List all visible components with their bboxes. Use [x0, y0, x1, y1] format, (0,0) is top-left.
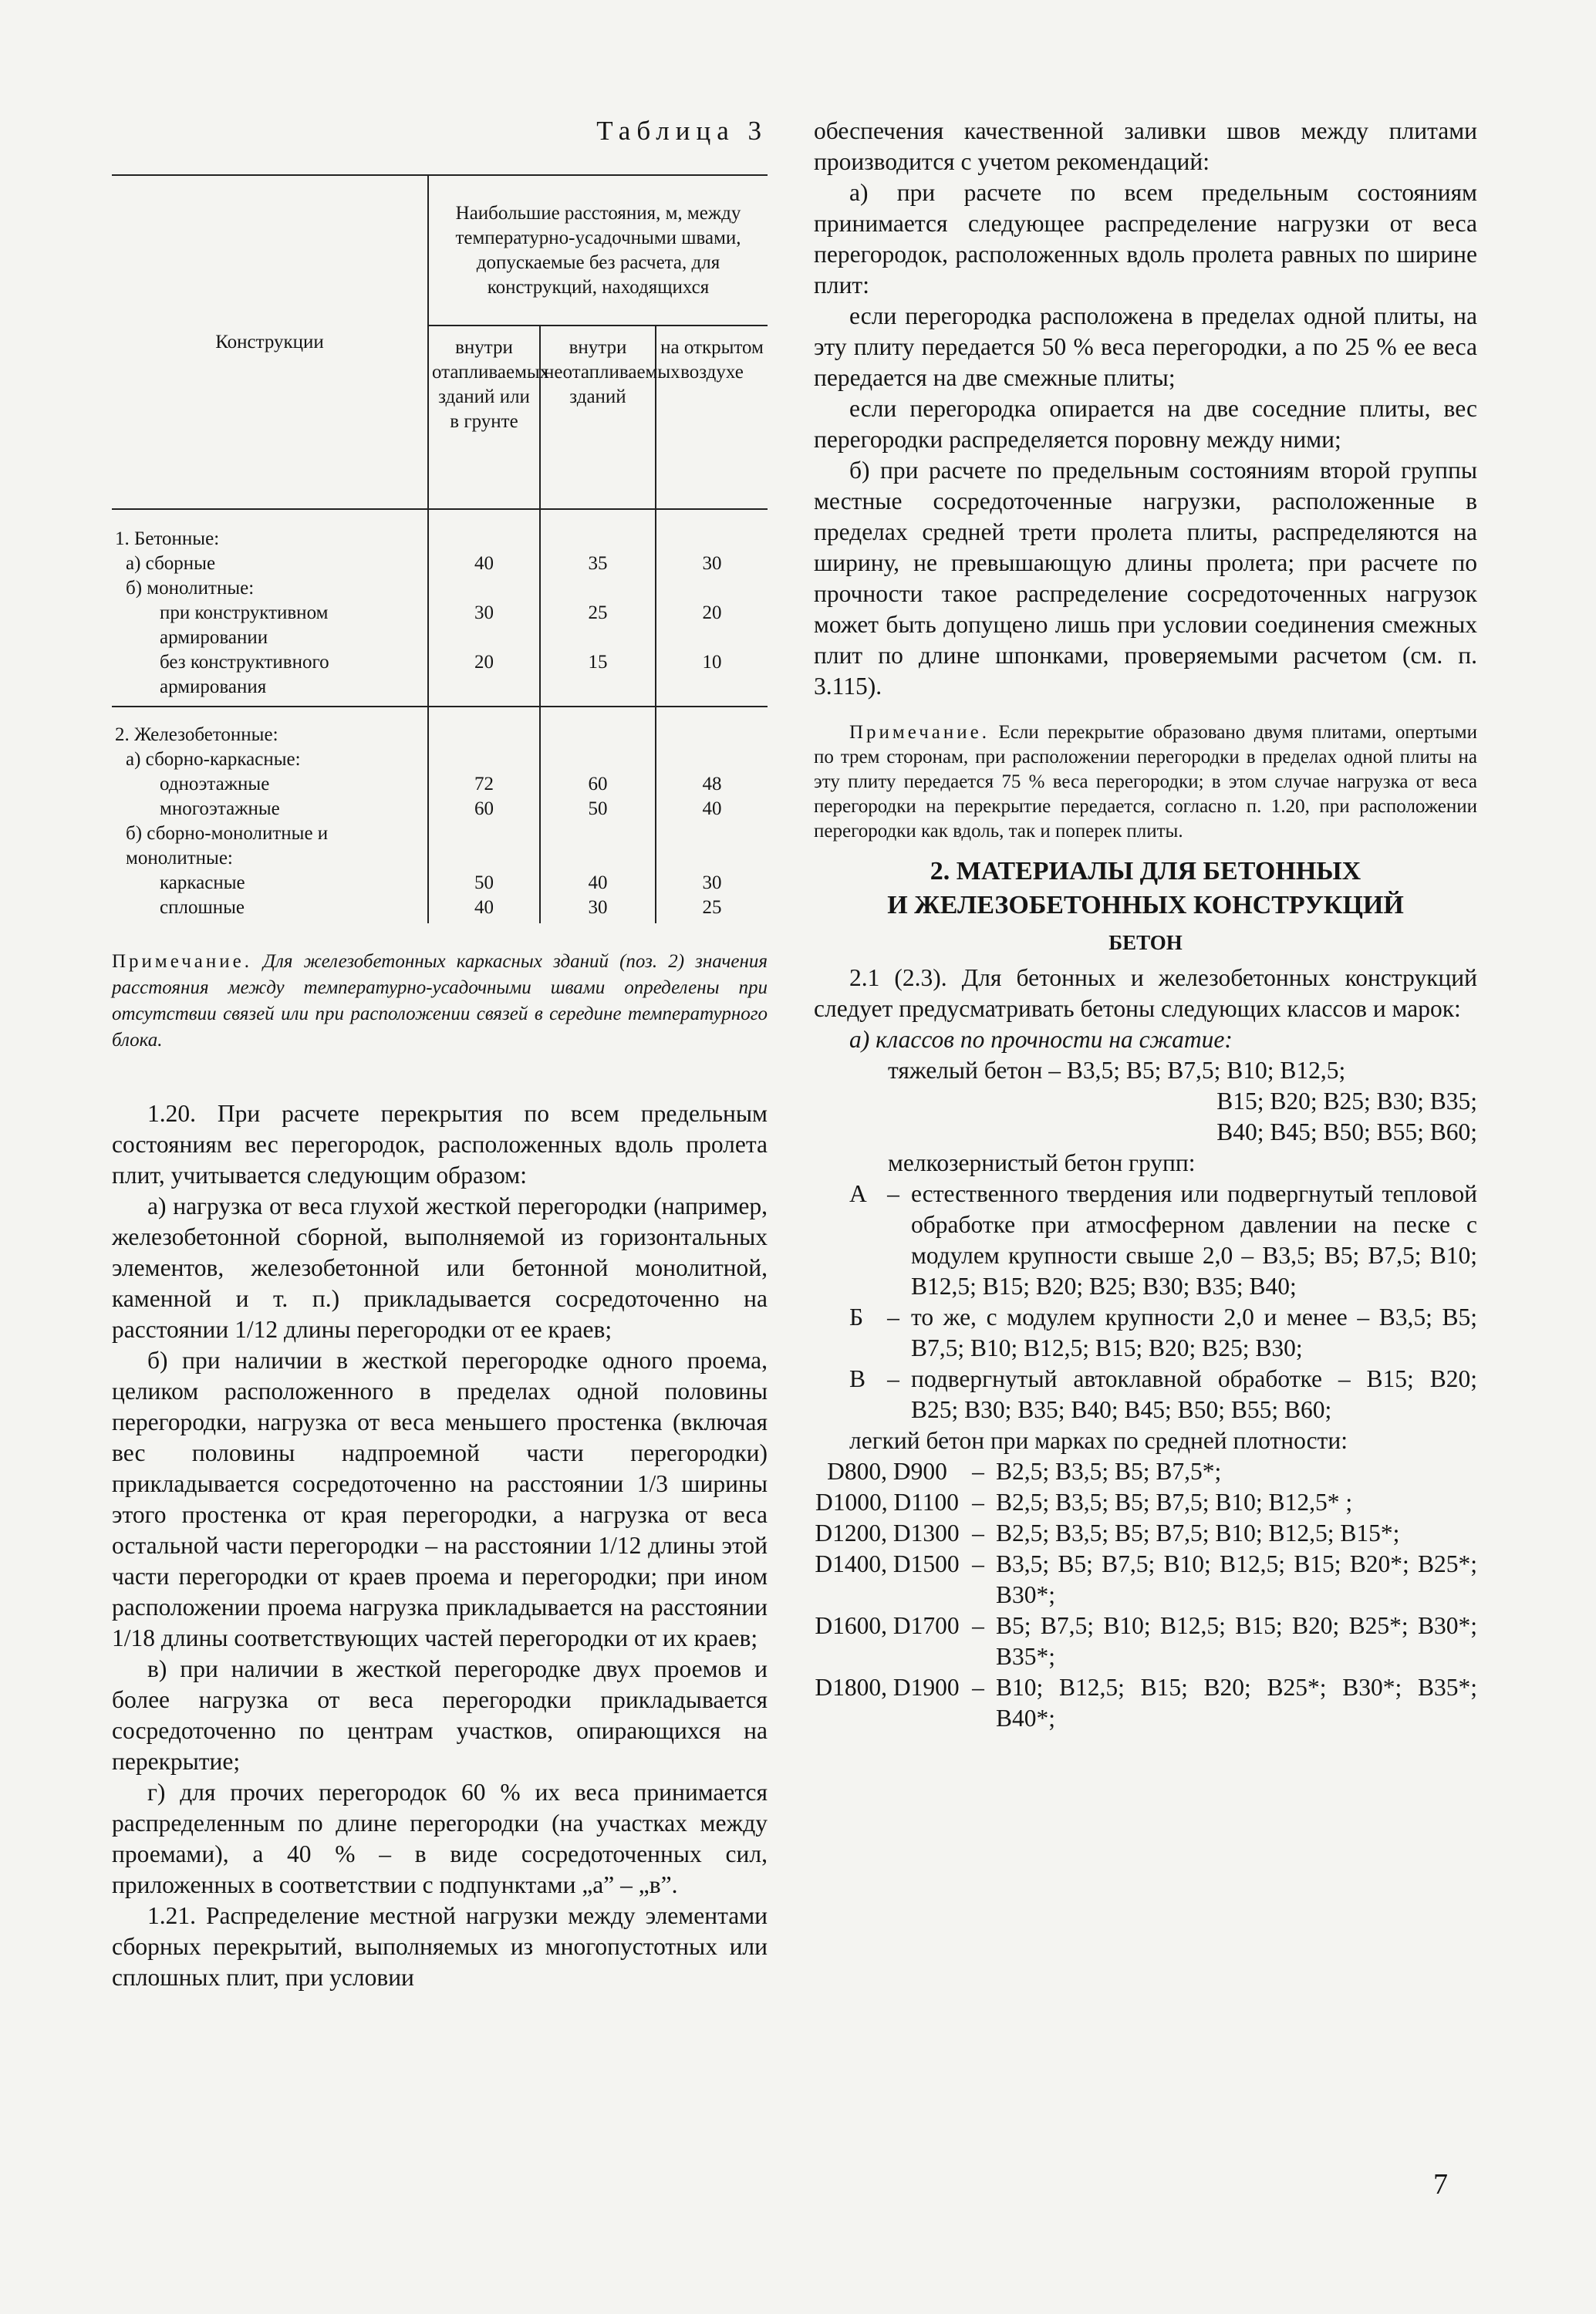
cell-value: 40: [588, 872, 608, 893]
dash: –: [887, 1304, 899, 1331]
dash: –: [887, 1365, 899, 1392]
class-list: B2,5; B3,5; B5; B7,5; B10; B12,5* ;: [996, 1489, 1353, 1516]
row-label: без конструктивного армирования: [160, 652, 329, 697]
cell-value: 72: [474, 774, 494, 794]
table-caption: Таблица 3: [596, 116, 768, 146]
class-list: B2,5; B3,5; B5; B7,5*;: [996, 1458, 1222, 1485]
table-row-group-2: [112, 707, 768, 923]
table-3: [112, 174, 768, 923]
light-row: [814, 1456, 1477, 1487]
cell-value: 40: [474, 553, 494, 574]
density-grade: D1000, D1100: [815, 1489, 960, 1516]
header-group: Наибольшие расстояния, м, между температурно-усадочными швами, допускаемые без расчета, для конструкций, находящихся: [428, 175, 768, 326]
section-title: [814, 855, 1477, 923]
cell-value: 30: [702, 872, 722, 893]
row-label: многоэтажные: [160, 798, 280, 819]
row-label: при конструктивном армировании: [160, 602, 329, 648]
cell-value: 15: [588, 652, 608, 673]
header-construction: Конструкции: [112, 175, 428, 509]
dash: –: [887, 1180, 899, 1207]
heavy-concrete-line-1: тяжелый бетон – B3,5; B5; B7,5; B10; B12,5;: [888, 1057, 1346, 1084]
density-grade: D1800, D1900: [815, 1674, 960, 1701]
cell-value: 30: [474, 602, 494, 623]
row-label: б) сборно-монолитные и монолитные:: [126, 823, 329, 869]
section-title-line-2: И ЖЕЛЕЗОБЕТОННЫХ КОНСТРУКЦИЙ: [887, 891, 1404, 919]
class-list: B5; B7,5; B10; B12,5; B15; B20; B25*; B30*; B35*;: [996, 1612, 1477, 1670]
group-1-labels: [112, 509, 428, 707]
clause-1-20-a: а) нагрузка от веса глухой жесткой перегородки (например, железобетонной сборной, выполняемой из горизонтальных элементов, железобетонной или бетонной монолитной, каменной и т. п.) прикладывается сосредоточенно на расстоянии 1/12 длины перегородки от ее краев;: [112, 1192, 768, 1343]
table-note: [112, 949, 768, 1054]
light-row: [814, 1611, 1477, 1672]
note-head: Примечание.: [112, 951, 253, 972]
section-title-line-1: 2. МАТЕРИАЛЫ ДЛЯ БЕТОННЫХ: [930, 857, 1361, 885]
fine-group-v: [814, 1364, 1477, 1425]
clause-1-21: 1.21. Распределение местной нагрузки между элементами сборных перекрытий, выполняемых из многопустотных или сплошных плит, при условии: [112, 1902, 768, 1991]
row-label: а) сборно-каркасные:: [126, 749, 301, 770]
cell-value: 40: [702, 798, 722, 819]
light-concrete-heading: легкий бетон при марках по средней плотности:: [849, 1427, 1348, 1454]
values-heated: [428, 707, 540, 923]
class-list: B2,5; B3,5; B5; B7,5; B10; B12,5; B15*;: [996, 1520, 1400, 1547]
values-heated: [428, 509, 540, 707]
heavy-concrete-line-2: B15; B20; B25; B30; B35;: [1216, 1088, 1477, 1115]
row-label: а) сборные: [126, 553, 216, 574]
note-text: Для железобетонных каркасных зданий (поз. 2) значения расстояния между температурно-усадочными швами определены при отсутствии связей или при расположении связей в середине температурного блока.: [112, 951, 768, 1051]
group-key: Б: [849, 1304, 864, 1331]
cell-value: 35: [588, 553, 608, 574]
fine-concrete-heading: мелкозернистый бетон групп:: [888, 1149, 1196, 1176]
concrete-classes: [814, 963, 1477, 1734]
dash: –: [972, 1612, 984, 1639]
clause-1-21-a1: если перегородка расположена в пределах одной плиты, на эту плиту передается 50 % веса перегородки, а по 25 % ее веса передается на две смежные плиты;: [814, 302, 1477, 391]
light-row: [814, 1487, 1477, 1518]
cell-value: 25: [702, 897, 722, 918]
values-unheated: [540, 707, 656, 923]
header-heated: внутри отапливаемых зданий или в грунте: [428, 326, 540, 509]
cell-value: 30: [588, 897, 608, 918]
clause-1-20-v: в) при наличии в жесткой перегородке двух проемов и более нагрузка от веса перегородки прикладывается сосредоточенно по центрам участков, опирающихся на перекрытие;: [112, 1655, 768, 1775]
row-label: б) монолитные:: [126, 578, 255, 599]
cell-value: 25: [588, 602, 608, 623]
density-grade: D1400, D1500: [815, 1550, 960, 1577]
row-label: одноэтажные: [160, 774, 270, 794]
clause-1-20-b: б) при наличии в жесткой перегородке одного проема, целиком расположенного в пределах одной половины перегородки, нагрузка от веса меньшего простенка (включая вес половины надпроемной части перегородки) прикладывается сосредоточенно на расстоянии 1/3 ширины этого простенка от края перегородки, а нагрузка от веса остальной части перегородки – на расстоянии 1/12 длины этой части перегородки от краев проема и перегородки; при ином расположении проема нагрузка прикладывается на расстоянии 1/18 длины соответствующих частей перегородки от их краев;: [112, 1347, 768, 1651]
cell-value: 50: [474, 872, 494, 893]
note-text: Если перекрытие образовано двумя плитами, опертыми по трем сторонам, при расположении перегородки в пределах одной плиты на эту плиту передается 75 % веса перегородки; в этом случае нагрузка от веса перегородки на перекрытие передается, согласно п. 1.20, при расположении перегородки как вдоль, так и поперек плиты.: [814, 722, 1477, 842]
clause-1-21-b: б) при расчете по предельным состояниям второй группы местные сосредоточенные нагрузки, расположенные в пределах средней трети пролета плиты, распределяются на ширину, не превышающую длины пролета; при расчете по прочности такое распределение сосредоточенных нагрузок может быть допущено лишь при условии соединения смежных плит по длине шпонками, проверяемыми расчетом (см. п. 3.115).: [814, 457, 1477, 700]
group-title: 2. Железобетонные:: [115, 724, 278, 745]
fine-group-a: [814, 1179, 1477, 1302]
light-row: [814, 1549, 1477, 1611]
cell-value: 48: [702, 774, 722, 794]
values-unheated: [540, 509, 656, 707]
light-row: [814, 1518, 1477, 1549]
group-title: 1. Бетонные:: [115, 528, 220, 549]
table-row-group-1: [112, 509, 768, 707]
cell-value: 20: [702, 602, 722, 623]
density-grade: D800, D900: [827, 1458, 947, 1485]
clause-note: [814, 720, 1477, 844]
right-body-text: [814, 116, 1477, 1734]
clause-1-20: 1.20. При расчете перекрытия по всем предельным состояниям вес перегородок, расположенных вдоль пролета плит, учитывается следующим образом:: [112, 1100, 768, 1189]
dash: –: [972, 1674, 984, 1701]
note-head: Примечание.: [849, 722, 990, 743]
header-unheated: внутри неотапливаемых зданий: [540, 326, 656, 509]
classes-heading: а) классов по прочности на сжатие:: [849, 1026, 1233, 1053]
cell-value: 50: [588, 798, 608, 819]
header-open-air: на открытом воздухе: [656, 326, 768, 509]
group-value: подвергнутый автоклавной обработке – B15; B20; B25; B30; B35; B40; B45; B50; B55; B60;: [911, 1365, 1477, 1423]
density-grade: D1200, D1300: [815, 1520, 960, 1547]
clause-2-1: 2.1 (2.3). Для бетонных и железобетонных конструкций следует предусматривать бетоны следующих классов и марок:: [814, 964, 1477, 1022]
clause-1-21-a: а) при расчете по всем предельным состояниям принимается следующее распределение нагрузки от веса перегородок, расположенных вдоль пролета равных по ширине плит:: [814, 179, 1477, 299]
dash: –: [972, 1458, 984, 1485]
cell-value: 60: [474, 798, 494, 819]
group-value: то же, с модулем крупности 2,0 и менее – B3,5; B5; B7,5; B10; B12,5; B15; B20; B25; B30;: [911, 1304, 1477, 1361]
values-open-air: [656, 707, 768, 923]
group-2-labels: [112, 707, 428, 923]
clause-1-21-cont: обеспечения качественной заливки швов между плитами производится с учетом рекомендаций:: [814, 117, 1477, 175]
dash: –: [972, 1520, 984, 1547]
density-grade: D1600, D1700: [815, 1612, 960, 1639]
class-list: B10; B12,5; B15; B20; B25*; B30*; B35*; B40*;: [996, 1674, 1477, 1732]
cell-value: 60: [588, 774, 608, 794]
group-key: В: [849, 1365, 866, 1392]
cell-value: 40: [474, 897, 494, 918]
group-key: А: [849, 1180, 867, 1207]
heavy-concrete-line-3: B40; B45; B50; B55; B60;: [1216, 1118, 1477, 1145]
clause-1-21-a2: если перегородка опирается на две соседние плиты, вес перегородки распределяется поровну между ними;: [814, 395, 1477, 453]
clause-1-20-g: г) для прочих перегородок 60 % их веса принимается распределенным по длине перегородки (на участках между проемами), а 40 % – в виде сосредоточенных сил, приложенных в соответствии с подпунктами „а” – „в”.: [112, 1779, 768, 1898]
light-row: [814, 1672, 1477, 1734]
cell-value: 20: [474, 652, 494, 673]
cell-value: 30: [702, 553, 722, 574]
subsection-title: БЕТОН: [1108, 931, 1183, 954]
dash: –: [972, 1489, 984, 1516]
cell-value: 10: [702, 652, 722, 673]
page-number: 7: [1433, 2168, 1448, 2201]
fine-group-b: [814, 1302, 1477, 1364]
row-label: каркасные: [160, 872, 245, 893]
row-label: сплошные: [160, 897, 245, 918]
values-open-air: [656, 509, 768, 707]
class-list: B3,5; B5; B7,5; B10; B12,5; B15; B20*; B25*; B30*;: [996, 1550, 1477, 1608]
left-body-text: [112, 1098, 768, 1993]
group-value: естественного твердения или подвергнутый тепловой обработке при атмосферном давлении на песке с модулем крупности свыше 2,0 – B3,5; B5; B7,5; B10; B12,5; B15; B20; B25; B30; B35; B40;: [911, 1180, 1477, 1300]
dash: –: [972, 1550, 984, 1577]
